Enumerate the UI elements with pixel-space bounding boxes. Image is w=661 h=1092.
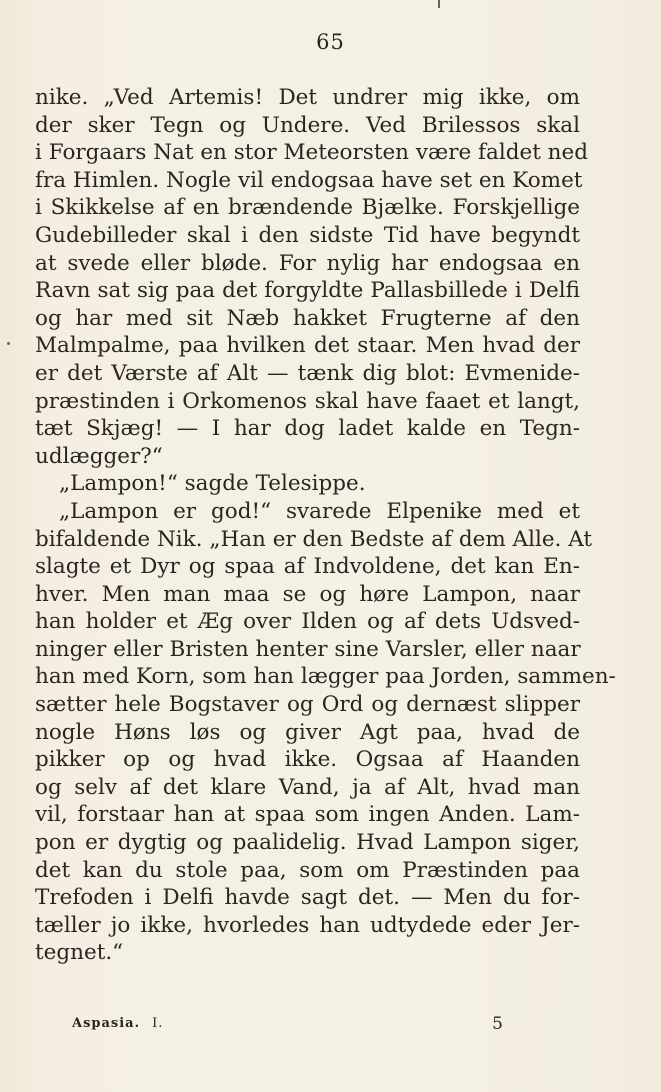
text-line: „Lampon!“ sagde Telesippe.	[59, 471, 366, 497]
text-line: Trefoden i Delfi havde sagt det. — Men du for-	[35, 885, 580, 911]
text-line: i Skikkelse af en brændende Bjælke. Forskjellige	[35, 195, 580, 221]
text-line: nike. „Ved Artemis! Det undrer mig ikke, om	[35, 85, 580, 110]
text-line: udlægger?“	[35, 443, 163, 469]
text-line: Ravn sat sig paa det forgyldte Pallasbillede i Delfi	[35, 278, 580, 304]
print-speck	[7, 342, 10, 345]
text-line: nogle Høns løs og giver Agt paa, hvad de	[35, 719, 580, 745]
text-line: tæt Skjæg! — I har dog ladet kalde en Tegn-	[35, 416, 580, 442]
text-line: ninger eller Bristen henter sine Varsler, eller naar	[35, 636, 581, 662]
text-line: Gudebilleder skal i den sidste Tid have begyndt	[35, 222, 580, 248]
text-line: sætter hele Bogstaver og Ord og dernæst slipper	[35, 692, 580, 718]
signature-title: Aspasia.	[72, 1016, 141, 1031]
page-number: 65	[316, 30, 345, 54]
text-line: fra Himlen. Nogle vil endogsaa have set en Komet	[35, 167, 583, 193]
text-line: præstinden i Orkomenos skal have faaet et langt,	[35, 388, 580, 414]
text-line: vil, forstaar han at spaa som ingen Anden. Lam-	[35, 802, 580, 828]
text-line: han holder et Æg over Ilden og af dets Udsved-	[35, 609, 580, 635]
text-line: er det Værste af Alt — tænk dig blot: Evmenide-	[35, 360, 580, 386]
text-line: og selv af det klare Vand, ja af Alt, hvad man	[35, 774, 580, 800]
body-text	[35, 84, 616, 967]
text-line: tegnet.“	[35, 940, 124, 966]
text-line: pikker op og hvad ikke. Ogsaa af Haanden	[35, 747, 580, 773]
print-speck	[438, 0, 440, 8]
text-line: pon er dygtig og paalidelig. Hvad Lampon siger,	[35, 830, 580, 856]
signature-volume: I.	[152, 1016, 164, 1031]
text-line: „Lampon er god!“ svarede Elpenike med et	[59, 498, 580, 524]
text-line: og har med sit Næb hakket Frugterne af den	[35, 305, 580, 331]
text-line: han med Korn, som han lægger paa Jorden, sammen-	[35, 664, 616, 690]
text-line: i Forgaars Nat en stor Meteorsten være faldet ned	[35, 140, 588, 166]
text-line: det kan du stole paa, som om Præstinden paa	[35, 857, 580, 883]
signature-title-group	[72, 1016, 163, 1031]
text-line: at svede eller bløde. For nylig har endogsaa en	[35, 250, 580, 276]
text-line: bifaldende Nik. „Han er den Bedste af dem Alle. At	[35, 526, 593, 552]
text-line: slagte et Dyr og spaa af Indvoldene, det kan En-	[35, 554, 580, 580]
text-line: Malmpalme, paa hvilken det staar. Men hvad der	[35, 333, 580, 359]
text-line: der sker Tegn og Undere. Ved Brilessos skal	[35, 112, 580, 138]
signature-sheet-number: 5	[492, 1014, 504, 1034]
text-line: tæller jo ikke, hvorledes han udtydede eder Jer-	[35, 912, 580, 938]
text-line: hver. Men man maa se og høre Lampon, naar	[35, 581, 580, 607]
